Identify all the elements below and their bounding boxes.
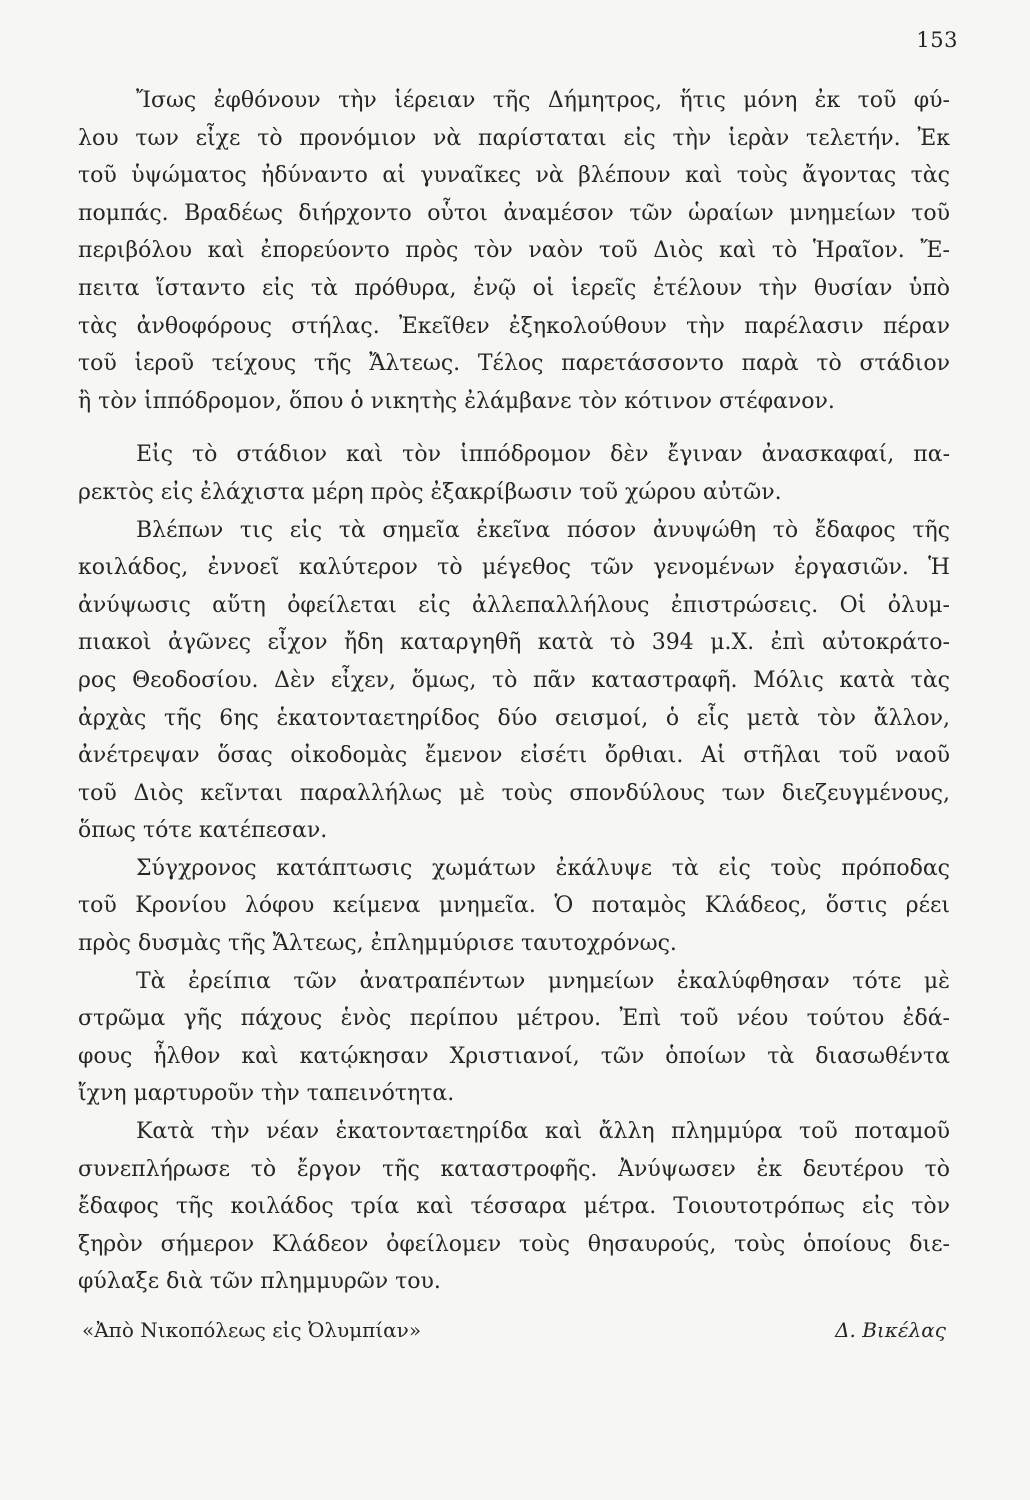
text-line: ἀνύψωσις αὕτη ὀφείλεται εἰς ἀλλεπαλλήλους ἐπιστρώσεις. Οἱ ὀλυμ-: [78, 592, 950, 618]
text-line: ἀνέτρεψαν ὅσας οἰκοδομὰς ἔμενον εἰσέτι ὄρθιαι. Αἱ στῆλαι τοῦ ναοῦ: [78, 743, 950, 769]
text-line: τοῦ Κρονίου λόφου κείμενα μνημεῖα. Ὁ ποταμὸς Κλάδεος, ὅστις ρέει: [78, 893, 950, 919]
paragraph: [78, 512, 950, 850]
text-line: κοιλάδος, ἐννοεῖ καλύτερον τὸ μέγεθος τῶν γενομένων ἐργασιῶν. Ἡ: [78, 555, 950, 581]
text-line: τοῦ ὑψώματος ἠδύναντο αἱ γυναῖκες νὰ βλέπουν καὶ τοὺς ἄγοντας τὰς: [78, 163, 950, 189]
text-line: περιβόλου καὶ ἐπορεύοντο πρὸς τὸν ναὸν τοῦ Διὸς καὶ τὸ Ἡραῖον. Ἔ-: [78, 238, 950, 264]
text-line: Ἴσως ἐφθόνουν τὴν ἱέρειαν τῆς Δήμητρος, ἥτις μόνη ἐκ τοῦ φύ-: [136, 88, 950, 113]
paragraph: [78, 963, 950, 1113]
text-body: [78, 82, 950, 1301]
text-line: τοῦ Διὸς κεῖνται παραλλήλως μὲ τοὺς σπονδύλους των διεζευγμένους,: [78, 780, 950, 806]
text-line: ξηρὸν σήμερον Κλάδεον ὀφείλομεν τοὺς θησαυρούς, τοὺς ὁποίους διε-: [78, 1231, 950, 1257]
paragraph: [78, 82, 950, 420]
text-line: ἔδαφος τῆς κοιλάδος τρία καὶ τέσσαρα μέτρα. Τοιουτοτρόπως εἰς τὸν: [78, 1194, 950, 1220]
text-line: Τὰ ἐρείπια τῶν ἀνατραπέντων μνημείων ἐκαλύφθησαν τότε μὲ: [136, 968, 950, 994]
text-line: ρεκτὸς εἰς ἐλάχιστα μέρη πρὸς ἐξακρίβωσιν τοῦ χώρου αὐτῶν.: [78, 479, 782, 505]
text-line: πιακοὶ ἀγῶνες εἶχον ἤδη καταργηθῆ κατὰ τὸ 394 μ.Χ. ἐπὶ αὐτοκράτο-: [78, 630, 950, 656]
text-line: Εἰς τὸ στάδιον καὶ τὸν ἱππόδρομον δὲν ἔγιναν ἀνασκαφαί, πα-: [136, 442, 950, 468]
text-line: ἀρχὰς τῆς 6ης ἑκατονταετηρίδος δύο σεισμοί, ὁ εἷς μετὰ τὸν ἄλλον,: [78, 705, 950, 731]
text-line: ἴχνη μαρτυροῦν τὴν ταπεινότητα.: [78, 1081, 455, 1107]
paragraph: [78, 436, 950, 511]
text-line: φους ἦλθον καὶ κατῴκησαν Χριστιανοί, τῶν ὁποίων τὰ διασωθέντα: [78, 1043, 950, 1069]
text-line: Κατὰ τὴν νέαν ἑκατονταετηρίδα καὶ ἄλλη πλημμύρα τοῦ ποταμοῦ: [136, 1119, 950, 1145]
footer: [82, 1318, 946, 1342]
text-line: ρος Θεοδοσίου. Δὲν εἶχεν, ὅμως, τὸ πᾶν καταστραφῆ. Μόλις κατὰ τὰς: [78, 667, 950, 693]
paragraph: [78, 1113, 950, 1301]
text-line: πειτα ἵσταντο εἰς τὰ πρόθυρα, ἐνῷ οἱ ἱερεῖς ἐτέλουν τὴν θυσίαν ὑπὸ: [78, 275, 950, 301]
source-citation: «Ἀπὸ Νικοπόλεως εἰς Ὀλυμπίαν»: [82, 1318, 422, 1342]
text-line: ὅπως τότε κατέπεσαν.: [78, 818, 328, 844]
paragraph-gap: [78, 420, 950, 436]
text-line: πρὸς δυσμὰς τῆς Ἄλτεως, ἐπλημμύρισε ταυτοχρόνως.: [78, 931, 677, 957]
text-line: φύλαξε διὰ τῶν πλημμυρῶν του.: [78, 1269, 441, 1295]
text-line: συνεπλήρωσε τὸ ἔργον τῆς καταστροφῆς. Ἀνύψωσεν ἐκ δευτέρου τὸ: [78, 1156, 950, 1182]
author: Δ. Βικέλας: [835, 1318, 946, 1342]
text-line: στρῶμα γῆς πάχους ἑνὸς περίπου μέτρου. Ἐπὶ τοῦ νέου τούτου ἐδά-: [78, 1006, 950, 1032]
text-line: τὰς ἀνθοφόρους στήλας. Ἐκεῖθεν ἐξηκολούθουν τὴν παρέλασιν πέραν: [78, 313, 950, 339]
text-line: λου των εἶχε τὸ προνόμιον νὰ παρίσταται εἰς τὴν ἱερὰν τελετήν. Ἐκ: [78, 125, 950, 151]
text-line: ἢ τὸν ἱππόδρομον, ὅπου ὁ νικητὴς ἐλάμβανε τὸν κότινον στέφανον.: [78, 388, 835, 414]
text-line: τοῦ ἱεροῦ τείχους τῆς Ἄλτεως. Τέλος παρετάσσοντο παρὰ τὸ στάδιον: [78, 351, 950, 377]
text-line: Βλέπων τις εἰς τὰ σημεῖα ἐκεῖνα πόσον ἀνυψώθη τὸ ἔδαφος τῆς: [136, 517, 950, 543]
paragraph: [78, 850, 950, 963]
page-number: 153: [916, 28, 958, 52]
text-line: πομπάς. Βραδέως διήρχοντο οὗτοι ἀναμέσον τῶν ὡραίων μνημείων τοῦ: [78, 200, 950, 226]
text-line: Σύγχρονος κατάπτωσις χωμάτων ἐκάλυψε τὰ εἰς τοὺς πρόποδας: [136, 855, 950, 881]
